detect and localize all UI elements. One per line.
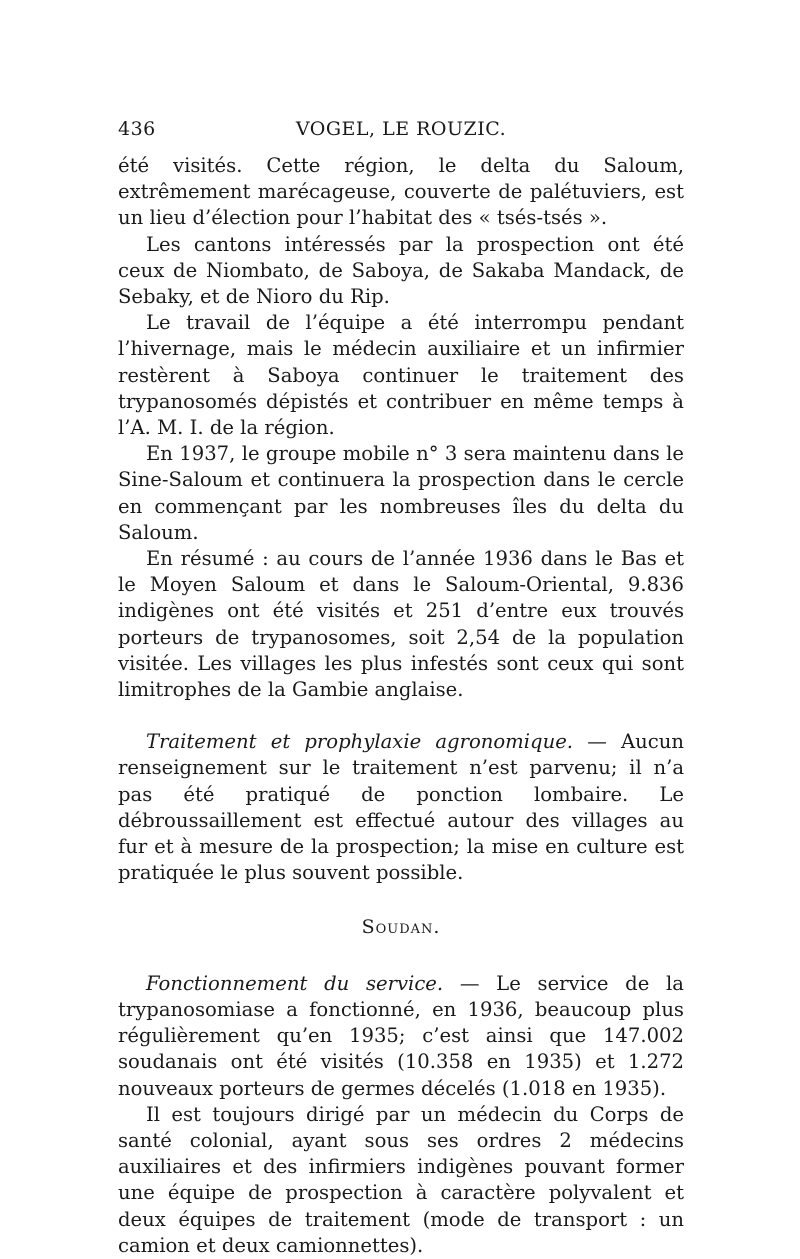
spacer [118, 703, 684, 729]
subhead-traitement: Traitement et prophylaxie agronomique. [146, 730, 574, 754]
paragraph-continued: été visités. Cette région, le delta du Saloum, extrêmement marécageuse, couverte de palétuviers, est un lieu d’élection pour l’habitat des « tsés-tsés ». [118, 154, 684, 230]
page-body [118, 153, 684, 1259]
paragraph-cantons: Les cantons intéressés par la prospection ont été ceux de Niombato, de Saboya, de Sakaba Mandack, de Sebaky, et de Nioro du Rip. [118, 232, 684, 309]
paragraph-direction: Il est toujours dirigé par un médecin du Corps de santé colonial, ayant sous ses ordres 2 médecins auxiliaires et des infirmiers indigènes pouvant former une équipe de prospection à caractère polyvalent et deux équipes de traitement (mode de transport : un camion et deux camionnettes). [118, 1102, 684, 1257]
page-header [118, 118, 684, 148]
page-number: 436 [118, 118, 156, 140]
paragraph-resume: En résumé : au cours de l’année 1936 dans le Bas et le Moyen Saloum et dans le Saloum-Oriental, 9.836 indigènes ont été visités et 251 d’entre eux trouvés porteurs de trypanosomes, soit 2,54 de la population visitée. Les villages les plus infestés sont ceux qui sont limitrophes de la Gambie anglaise. [118, 547, 684, 702]
paragraph-travail: Le travail de l’équipe a été interrompu pendant l’hivernage, mais le médecin auxiliaire et un infirmier restèrent à Saboya continuer le traitement des trypanosomés dépistés et contribuer en même temps à l’A. M. I. de la région. [118, 311, 684, 440]
running-title: VOGEL, LE ROUZIC. [295, 118, 507, 140]
section-title-soudan: Soudan. [361, 916, 441, 939]
paragraph-1937: En 1937, le groupe mobile n° 3 sera maintenu dans le Sine-Saloum et continuera la prospection dans le cercle en commençant par les nombreuses îles du delta du Saloum. [118, 442, 684, 544]
paragraph-fonctionnement [118, 971, 684, 1102]
paragraph-traitement [118, 729, 684, 886]
traitement-text: — Aucun renseignement sur le traitement n’est parvenu; il n’a pas été pratiqué de ponction lombaire. Le débroussaillement est effectué autour des villages au fur et à mesure de la prospection; la mise en culture est pratiquée le plus souvent possible. [118, 730, 684, 885]
subhead-fonctionnement: Fonctionnement du service. [146, 971, 444, 995]
fonctionnement-text: — Le service de la trypanosomiase a fonctionné, en 1936, beaucoup plus régulièrement qu’en 1935; c’est ainsi que 147.002 soudanais ont été visités (10.358 en 1935) et 1.272 nouveaux porteurs de germes décelés (1.018 en 1935). [118, 971, 684, 1100]
